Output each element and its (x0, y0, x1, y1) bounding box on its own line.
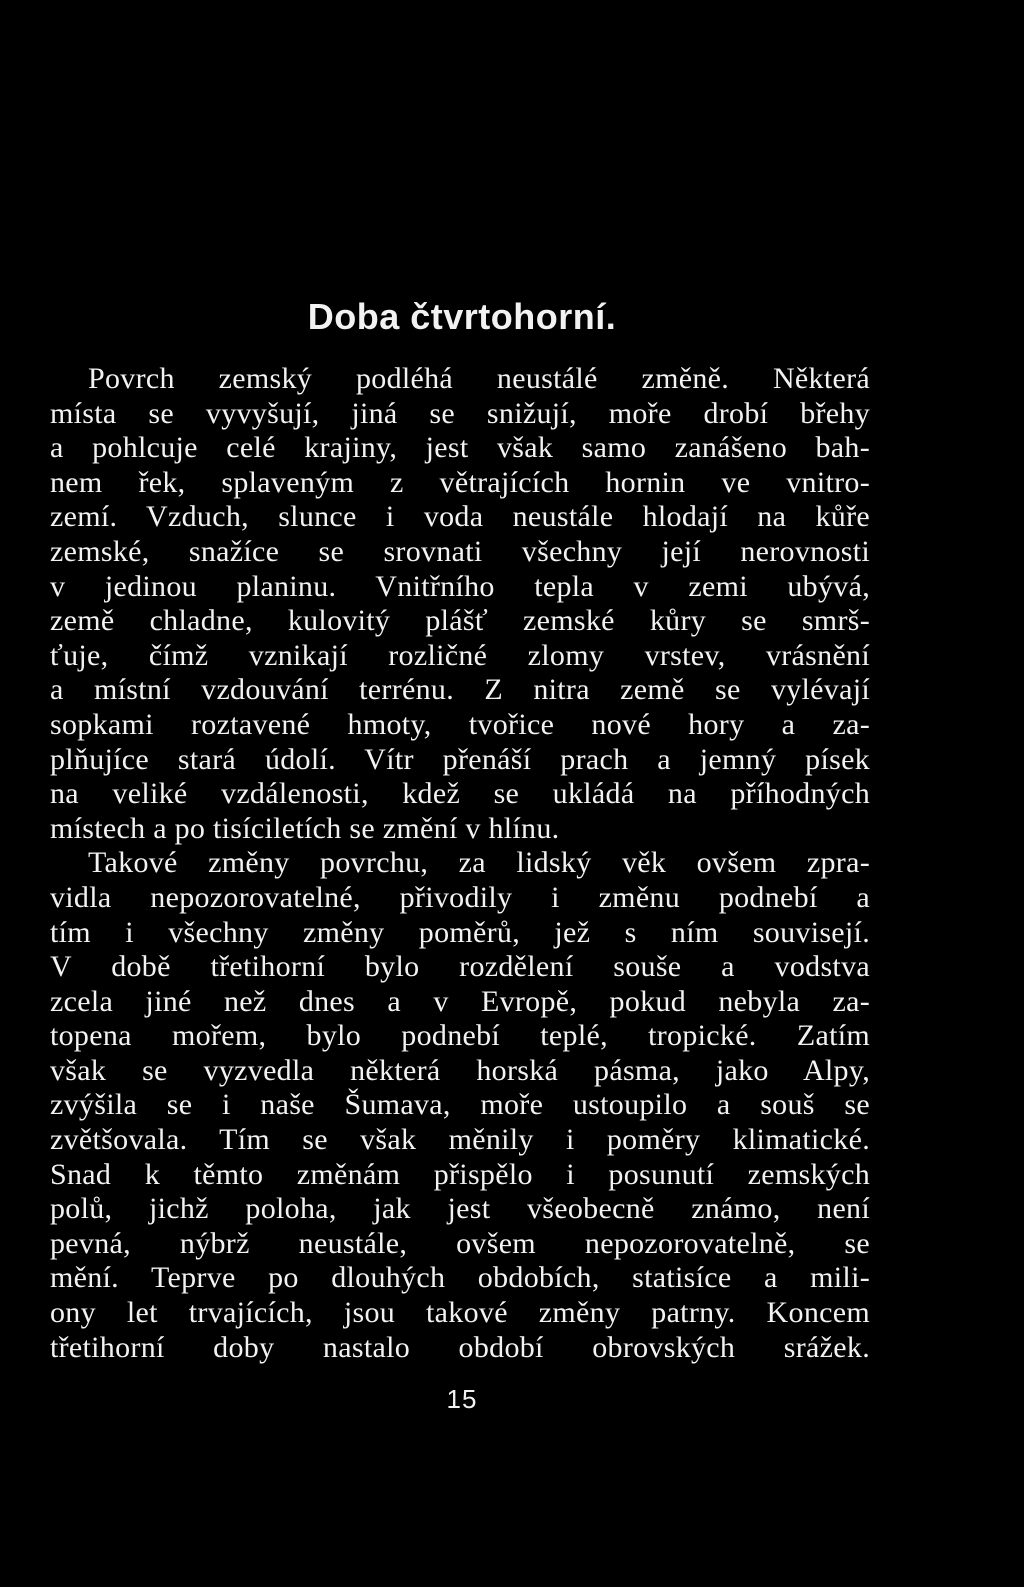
text-line: a pohlcuje celé krajiny, jest však samo zanášeno bah- (50, 431, 870, 465)
text-line: však se vyzvedla některá horská pásma, jako Alpy, (50, 1053, 870, 1087)
text-line: sopkami roztavené hmoty, tvořice nové hory a za- (50, 707, 870, 741)
text-line: V době třetihorní bylo rozdělení souše a vodstva (50, 950, 870, 984)
text-line: vidla nepozorovatelné, přivodily i změnu podnebí a (50, 880, 870, 914)
text-line: ony let trvajících, jsou takové změny patrny. Koncem (50, 1296, 870, 1330)
text-line: plňujíce stará údolí. Vítr přenáší prach a jemný písek (50, 742, 870, 776)
text-line: na veliké vzdálenosti, kdež se ukládá na příhodných (50, 777, 870, 811)
text-line: ťuje, čímž vznikají rozličné zlomy vrstev, vrásnění (50, 638, 870, 672)
text-line: zvětšovala. Tím se však měnily i poměry klimatické. (50, 1123, 870, 1157)
text-line: pevná, nýbrž neustále, ovšem nepozorovatelně, se (50, 1226, 870, 1260)
text-line: v jedinou planinu. Vnitřního tepla v zemi ubývá, (50, 569, 870, 603)
text-line: zemí. Vzduch, slunce i voda neustále hlodají na kůře (50, 500, 870, 534)
text-line: topena mořem, bylo podnebí teplé, tropické. Zatím (50, 1019, 870, 1053)
text-line: nem řek, splaveným z větrajících hornin ve vnitro- (50, 465, 870, 499)
text-line: Takové změny povrchu, za lidský věk ovšem zpra- (88, 846, 870, 880)
body-text (50, 362, 870, 1365)
text-line: zcela jiné než dnes a v Evropě, pokud nebyla za- (50, 984, 870, 1018)
text-line: země chladne, kulovitý plášť zemské kůry se smrš- (50, 604, 870, 638)
text-line: Povrch zemský podléhá neustálé změně. Některá (88, 362, 870, 395)
text-line: mění. Teprve po dlouhých obdobích, statisíce a mili- (50, 1261, 870, 1295)
text-line: místech a po tisíciletích se změní v hlínu. (50, 811, 560, 845)
text-line: a místní vzdouvání terrénu. Z nitra země se vylévají (50, 673, 870, 707)
text-line: zemské, snažíce se srovnati všechny její nerovnosti (50, 534, 870, 568)
chapter-title: Doba čtvrtohorní. (307, 296, 617, 337)
text-line: tím i všechny změny poměrů, jež s ním souvisejí. (50, 915, 870, 949)
text-line: zvýšila se i naše Šumava, moře ustoupilo a souš se (50, 1088, 870, 1122)
text-line: místa se vyvyšují, jiná se snižují, moře drobí břehy (50, 396, 870, 430)
text-line: Snad k těmto změnám přispělo i posunutí zemských (50, 1157, 870, 1191)
text-line: polů, jichž poloha, jak jest všeobecně známo, není (50, 1192, 870, 1226)
text-line: třetihorní doby nastalo období obrovských srážek. (50, 1330, 870, 1364)
page-number: 15 (446, 1384, 478, 1414)
